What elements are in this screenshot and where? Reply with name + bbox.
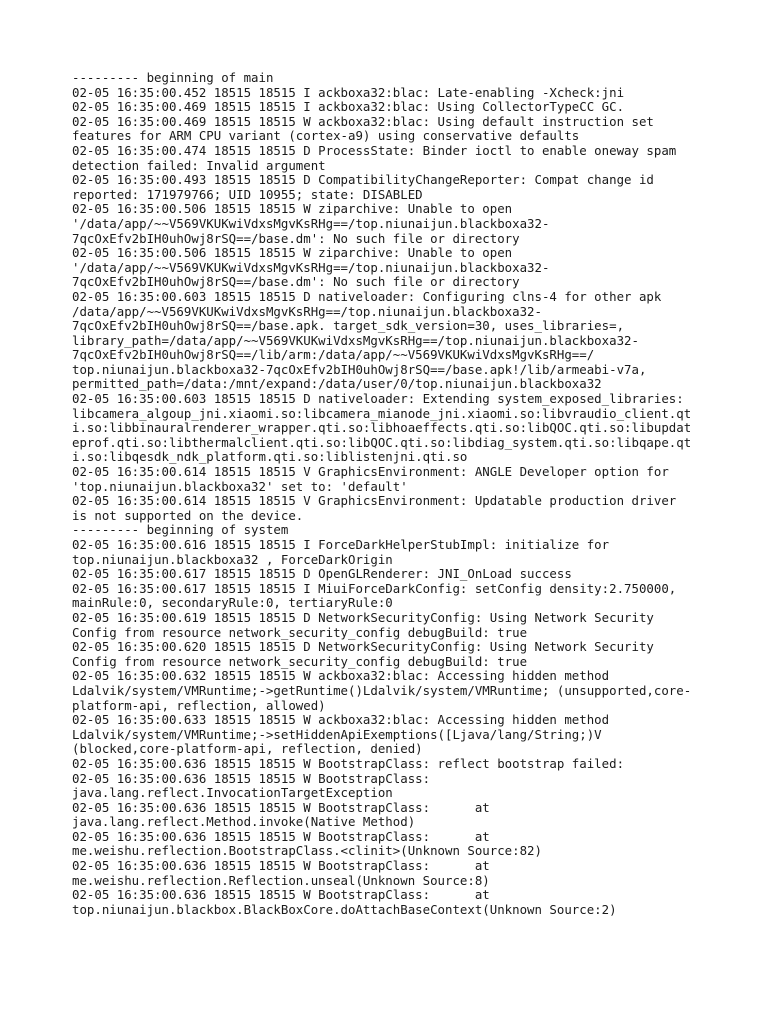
log-line: 02-05 16:35:00.636 18515 18515 W BootstrapClass: reflect bootstrap failed: <box>72 755 625 771</box>
log-line: 02-05 16:35:00.469 18515 18515 I ackboxa32:blac: Using CollectorTypeCC GC. <box>72 99 625 115</box>
log-line: 02-05 16:35:00.506 18515 18515 W ziparchive: Unable to open <box>72 201 513 217</box>
log-line: 7qcOxEfv2bIH0uhOwj8rSQ==/base.apk. target_sdk_version=30, uses_libraries=, <box>72 318 625 334</box>
log-line: 7qcOxEfv2bIH0uhOwj8rSQ==/base.dm': No such file or directory <box>72 230 520 246</box>
log-line: java.lang.reflect.Method.invoke(Native Method) <box>72 814 416 830</box>
log-line: detection failed: Invalid argument <box>72 157 326 173</box>
log-line: 02-05 16:35:00.620 18515 18515 D NetworkSecurityConfig: Using Network Security <box>72 639 654 655</box>
log-line: 02-05 16:35:00.614 18515 18515 V GraphicsEnvironment: Updatable production driver <box>72 493 677 509</box>
log-line: Config from resource network_security_config debugBuild: true <box>72 624 528 640</box>
log-line: i.so:libbinauralrenderer_wrapper.qti.so:libhoaeffects.qti.so:libQOC.qti.so:libupdat <box>72 420 692 436</box>
log-line: 'top.niunaijun.blackboxa32' set to: 'default' <box>72 478 408 494</box>
log-line: '/data/app/~~V569VKUKwiVdxsMgvKsRHg==/top.niunaijun.blackboxa32- <box>72 215 550 231</box>
log-line: reported: 171979766; UID 10955; state: DISABLED <box>72 186 423 202</box>
log-line: 02-05 16:35:00.493 18515 18515 D CompatibilityChangeReporter: Compat change id <box>72 172 654 188</box>
log-line: 02-05 16:35:00.636 18515 18515 W BootstrapClass: at <box>72 799 490 815</box>
log-line: 02-05 16:35:00.474 18515 18515 D ProcessState: Binder ioctl to enable oneway spam <box>72 142 677 158</box>
log-line: 02-05 16:35:00.616 18515 18515 I ForceDarkHelperStubImpl: initialize for <box>72 537 610 552</box>
log-line: features for ARM CPU variant (cortex-a9) using conservative defaults <box>72 128 580 144</box>
log-line: platform-api, reflection, allowed) <box>72 697 326 713</box>
log-line: eprof.qti.so:libthermalclient.qti.so:libQOC.qti.so:libdiag_system.qti.so:libqape.qt <box>72 434 692 450</box>
log-line: java.lang.reflect.InvocationTargetException <box>72 785 393 801</box>
log-line: 02-05 16:35:00.617 18515 18515 I MiuiForceDarkConfig: setConfig density:2.750000, <box>72 580 677 596</box>
log-line: Ldalvik/system/VMRuntime;->getRuntime()Ldalvik/system/VMRuntime; (unsupported,core- <box>72 682 692 698</box>
log-line: 7qcOxEfv2bIH0uhOwj8rSQ==/lib/arm:/data/app/~~V569VKUKwiVdxsMgvKsRHg==/ <box>72 347 595 363</box>
log-line: 02-05 16:35:00.603 18515 18515 D nativeloader: Extending system_exposed_libraries: <box>72 391 684 407</box>
log-line: permitted_path=/data:/mnt/expand:/data/user/0/top.niunaijun.blackboxa32 <box>72 376 602 392</box>
log-line: top.niunaijun.blackboxa32 , ForceDarkOrigin <box>72 551 393 567</box>
log-document <box>72 71 712 917</box>
log-line: (blocked,core-platform-api, reflection, denied) <box>72 741 423 757</box>
log-line: Config from resource network_security_config debugBuild: true <box>72 653 528 669</box>
log-line: 02-05 16:35:00.603 18515 18515 D nativeloader: Configuring clns-4 for other apk <box>72 288 662 304</box>
log-line: is not supported on the device. <box>72 507 304 523</box>
log-line: 02-05 16:35:00.617 18515 18515 D OpenGLRenderer: JNI_OnLoad success <box>72 566 572 582</box>
log-line: i.so:libqesdk_ndk_platform.qti.so:liblistenjni.qti.so <box>72 449 468 465</box>
log-line: libcamera_algoup_jni.xiaomi.so:libcamera_mianode_jni.xiaomi.so:libvraudio_client.qt <box>72 405 692 421</box>
log-line: 02-05 16:35:00.632 18515 18515 W ackboxa32:blac: Accessing hidden method <box>72 668 610 684</box>
log-line: top.niunaijun.blackboxa32-7qcOxEfv2bIH0uhOwj8rSQ==/base.apk!/lib/armeabi-v7a, <box>72 361 647 377</box>
log-line: top.niunaijun.blackbox.BlackBoxCore.doAttachBaseContext(Unknown Source:2) <box>72 901 617 917</box>
log-line: 02-05 16:35:00.469 18515 18515 W ackboxa32:blac: Using default instruction set <box>72 113 654 129</box>
log-line: 02-05 16:35:00.636 18515 18515 W BootstrapClass: <box>72 770 431 786</box>
log-line: /data/app/~~V569VKUKwiVdxsMgvKsRHg==/top.niunaijun.blackboxa32- <box>72 303 542 319</box>
log-line: mainRule:0, secondaryRule:0, tertiaryRule:0 <box>72 595 393 611</box>
log-line: 02-05 16:35:00.636 18515 18515 W BootstrapClass: at <box>72 858 490 874</box>
log-line: 02-05 16:35:00.636 18515 18515 W BootstrapClass: at <box>72 828 490 844</box>
log-line: 02-05 16:35:00.636 18515 18515 W BootstrapClass: at <box>72 887 490 903</box>
log-line: 02-05 16:35:00.614 18515 18515 V GraphicsEnvironment: ANGLE Developer option for <box>72 464 669 480</box>
log-line: 7qcOxEfv2bIH0uhOwj8rSQ==/base.dm': No such file or directory <box>72 274 520 290</box>
log-line: 02-05 16:35:00.633 18515 18515 W ackboxa32:blac: Accessing hidden method <box>72 712 610 728</box>
log-line: me.weishu.reflection.Reflection.unseal(Unknown Source:8) <box>72 872 490 888</box>
log-line: --------- beginning of system <box>72 522 289 538</box>
log-line: '/data/app/~~V569VKUKwiVdxsMgvKsRHg==/top.niunaijun.blackboxa32- <box>72 259 550 275</box>
log-line: me.weishu.reflection.BootstrapClass.<clinit>(Unknown Source:82) <box>72 843 542 859</box>
log-line: library_path=/data/app/~~V569VKUKwiVdxsMgvKsRHg==/top.niunaijun.blackboxa32- <box>72 332 639 348</box>
log-line: 02-05 16:35:00.452 18515 18515 I ackboxa32:blac: Late-enabling -Xcheck:jni <box>72 84 625 100</box>
log-line: --------- beginning of main <box>72 70 274 85</box>
log-line: 02-05 16:35:00.506 18515 18515 W ziparchive: Unable to open <box>72 245 513 261</box>
log-line: 02-05 16:35:00.619 18515 18515 D NetworkSecurityConfig: Using Network Security <box>72 609 654 625</box>
log-line: Ldalvik/system/VMRuntime;->setHiddenApiExemptions([Ljava/lang/String;)V <box>72 726 602 742</box>
